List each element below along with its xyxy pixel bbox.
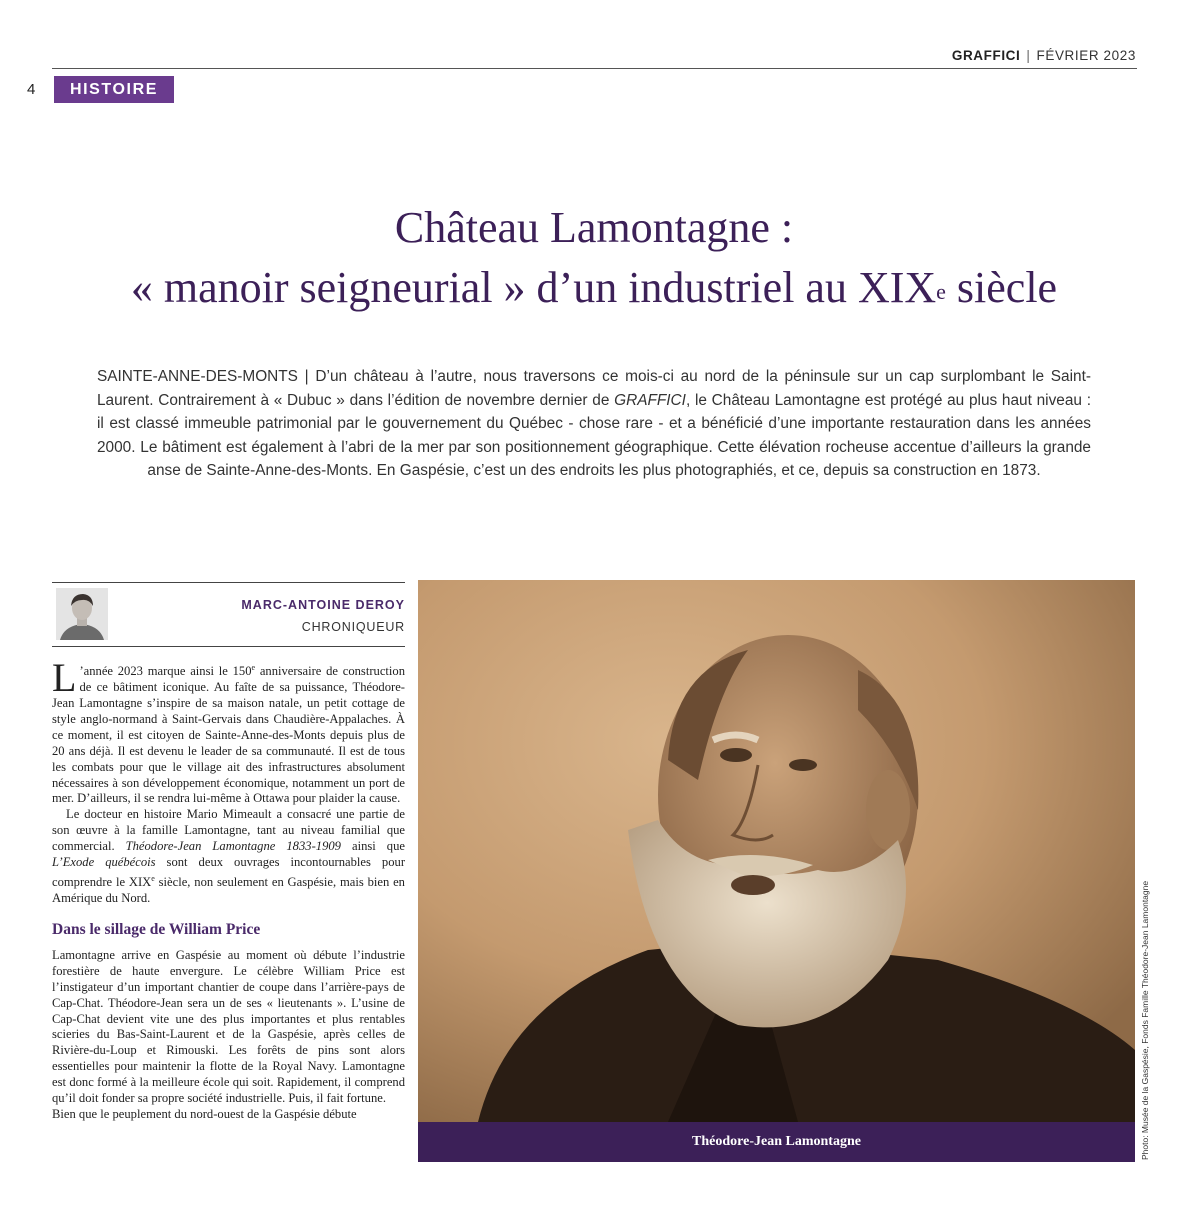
byline-rule-bottom	[52, 646, 405, 647]
book-title-1: Théodore-Jean Lamontagne 1833-1909	[125, 839, 341, 854]
author-avatar	[56, 588, 108, 640]
author-role: CHRONIQUEUR	[301, 620, 405, 634]
subheading: Dans le sillage de William Price	[52, 920, 261, 938]
author-name: MARC-ANTOINE DEROY	[241, 598, 405, 612]
byline-rule-top	[52, 582, 405, 583]
portrait-photo	[418, 580, 1135, 1122]
issue-date: FÉVRIER 2023	[1036, 48, 1136, 63]
page-number: 4	[27, 81, 36, 98]
publication-reference: GRAFFICI	[614, 391, 686, 409]
dateline: SAINTE-ANNE-DES-MONTS	[97, 368, 298, 385]
book-title-2: L’Exode québécois	[52, 855, 156, 870]
publication-name: GRAFFICI	[951, 48, 1021, 63]
header-rule	[52, 68, 1137, 69]
article-body	[52, 655, 406, 1123]
paragraph-3: Lamontagne arrive en Gaspésie au moment où débute l’industrie forestière de haute envergure. Le célèbre William Price est l’instigateur d’un important chantier de coupe dans l’arrière-pays de Cap-Chat. Théodore-Jean sera un de ses « lieutenants ». L’usine de Cap-Chat devient vite une des plus importantes et plus rentables scieries du Bas-Saint-Laurent et de la Gaspésie, après celles de Rivière-du-Loup et Rimouski. Les forêts de pins sont alors essentielles pour maintenir la flotte de la Royal Navy. Lamontagne est donc formé à la meilleure école qui soit. Rapidement, il comprend qu’il doit fonder sa propre société industrielle. Puis, il fait fortune.	[52, 947, 405, 1106]
issue-header	[952, 48, 1136, 63]
title-line-2: « manoir seigneurial » d’un industriel au XIXe siècle	[130, 263, 1058, 312]
section-tag: HISTOIRE	[54, 76, 174, 103]
portrait-image	[418, 580, 1135, 1122]
drop-cap: L	[52, 655, 77, 700]
article-lede: SAINTE-ANNE-DES-MONTS | D’un château à l’autre, nous traversons ce mois-ci au nord de la péninsule sur un cap surplombant le Saint-Laurent. Contrairement à « Dubuc » dans l’édition de novembre dernier de GRAFFICI, le Château Lamontagne est protégé au plus haut niveau : il est classé immeuble patrimonial par le gouvernement du Québec - chose rare - et a bénéficié d’une importante restauration dans les années 2000. Le bâtiment est également à l’abri de la mer par son positionnement géographique. Cette élévation rocheuse accentue d’ailleurs la grande anse de Sainte-Anne-des-Monts. En Gaspésie, c’est un des endroits les plus photographiés, et ce, depuis sa construction en 1873.	[97, 368, 1091, 480]
paragraph-4: Bien que le peuplement du nord-ouest de la Gaspésie débute	[52, 1106, 357, 1121]
paragraph-2: Le docteur en histoire Mario Mimeault a consacré une partie de son œuvre à la famille Lamontagne, tant au niveau familial que commercial. Théodore-Jean Lamontagne 1833-1909 ainsi que L’Exode québécois sont deux ouvrages incontournables pour comprendre le XIXe siècle, non seulement en Gaspésie, mais bien en Amérique du Nord.	[52, 807, 406, 906]
header-separator: |	[1026, 48, 1031, 63]
title-line-1: Château Lamontagne :	[394, 203, 794, 252]
article-title	[40, 198, 1148, 318]
photo-credit: Photo: Musée de la Gaspésie, Fonds Famille Théodore-Jean Lamontagne	[1140, 880, 1150, 1160]
paragraph-1: L ’année 2023 marque ainsi le 150e anniversaire de construction de ce bâtiment iconique. Au faîte de sa puissance, Théodore-Jean Lamontagne s’inspire de sa maison natale, un petit cottage de style anglo-normand à Saint-Gervais dans Chaudière-Appalaches. À ce moment, il est citoyen de Sainte-Anne-des-Monts depuis plus de 20 ans déjà. Il est devenu le leader de sa communauté. Il est de tous les combats pour que le village ait des infrastructures absolument nécessaires à son développement économique, notamment un port de mer. D’ailleurs, il se rendra lui-même à Ottawa pour plaider la cause.	[52, 655, 406, 806]
photo-caption: Théodore-Jean Lamontagne	[418, 1122, 1135, 1162]
